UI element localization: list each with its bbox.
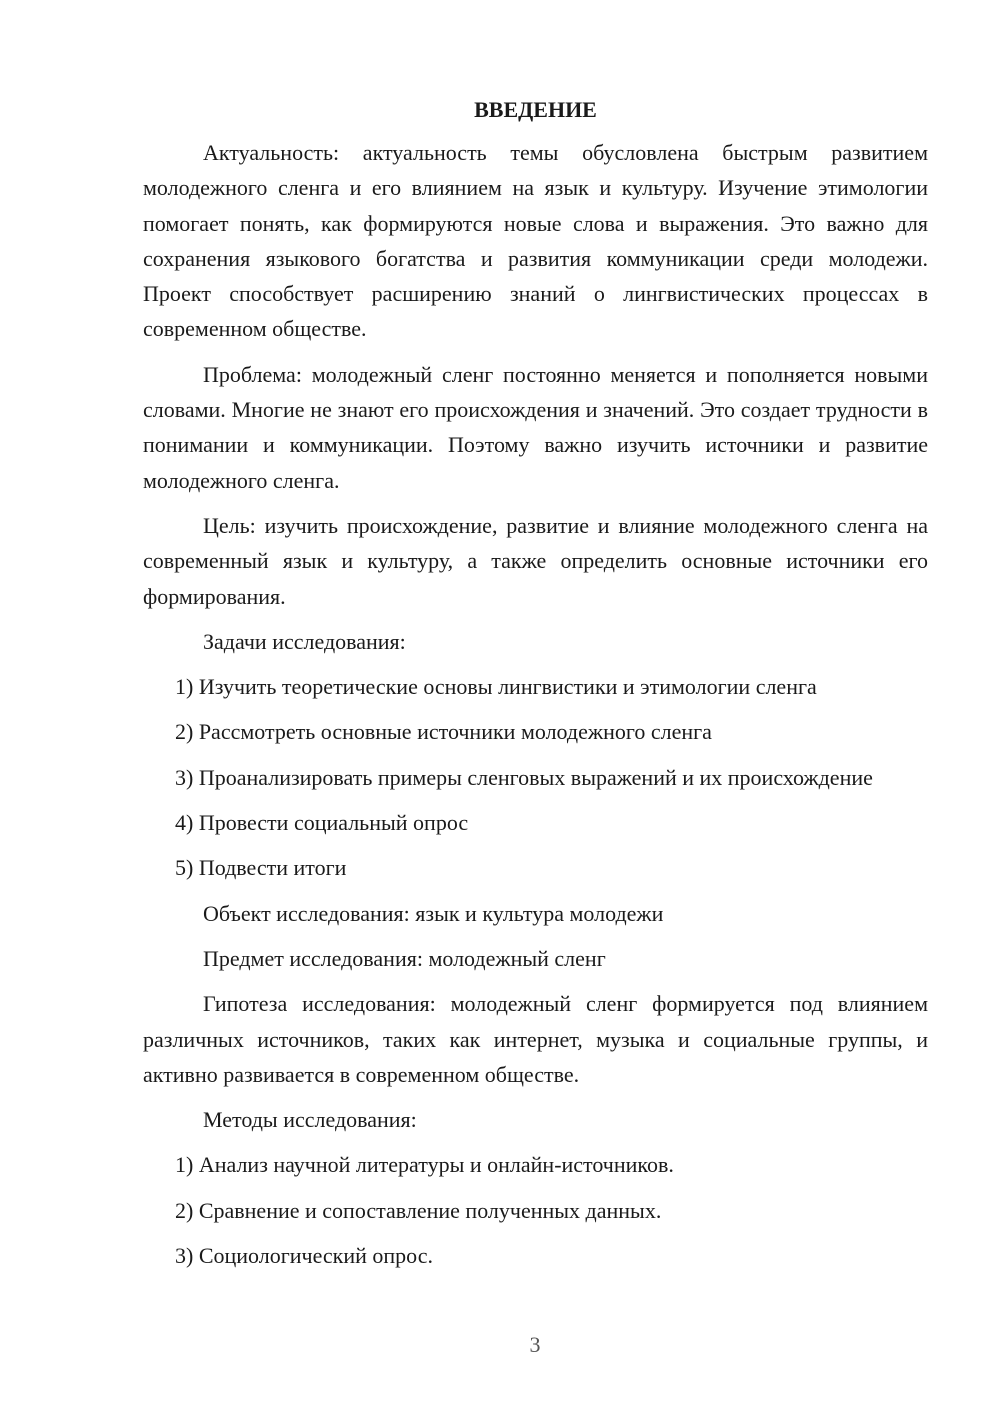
section-title: ВВЕДЕНИЕ	[474, 97, 597, 122]
problem-paragraph: Проблема: молодежный сленг постоянно меняется и пополняется новыми словами. Многие не знают его происхождения и значений. Это создает трудности в понимании и коммуникации. Поэтому важно изучить источники и развитие молодежного сленга.	[143, 361, 928, 493]
task-item: 1) Изучить теоретические основы лингвистики и этимологии сленга	[175, 674, 817, 700]
method-item: 2) Сравнение и сопоставление полученных данных.	[175, 1197, 662, 1223]
task-item: 3) Проанализировать примеры сленговых выражений и их происхождение	[175, 764, 873, 790]
methods-heading: Методы исследования:	[203, 1107, 417, 1133]
page-number: 3	[529, 1332, 541, 1357]
research-subject: Предмет исследования: молодежный сленг	[203, 945, 606, 971]
method-item: 3) Социологический опрос.	[175, 1243, 433, 1269]
relevance-paragraph: Актуальность: актуальность темы обусловлена быстрым развитием молодежного сленга и его влиянием на язык и культуру. Изучение этимологии помогает понять, как формируются новые слова и выражения. Это важно для сохранения языкового богатства и развития коммуникации среди молодежи. Проект способствует расширению знаний о лингвистических процессах в современном обществе.	[143, 140, 928, 342]
task-item: 5) Подвести итоги	[175, 855, 347, 881]
research-object: Объект исследования: язык и культура молодежи	[203, 900, 664, 926]
task-item: 4) Провести социальный опрос	[175, 810, 469, 836]
goal-paragraph: Цель: изучить происхождение, развитие и влияние молодежного сленга на современный язык и культуру, а также определить основные источники его формирования.	[143, 512, 928, 609]
hypothesis-paragraph: Гипотеза исследования: молодежный сленг формируется под влиянием различных источников, таких как интернет, музыка и социальные группы, и активно развивается в современном обществе.	[143, 991, 928, 1087]
tasks-heading: Задачи исследования:	[203, 628, 406, 654]
task-item: 2) Рассмотреть основные источники молодежного сленга	[175, 719, 712, 745]
page-content	[143, 92, 928, 1283]
method-item: 1) Анализ научной литературы и онлайн-источников.	[175, 1152, 674, 1178]
